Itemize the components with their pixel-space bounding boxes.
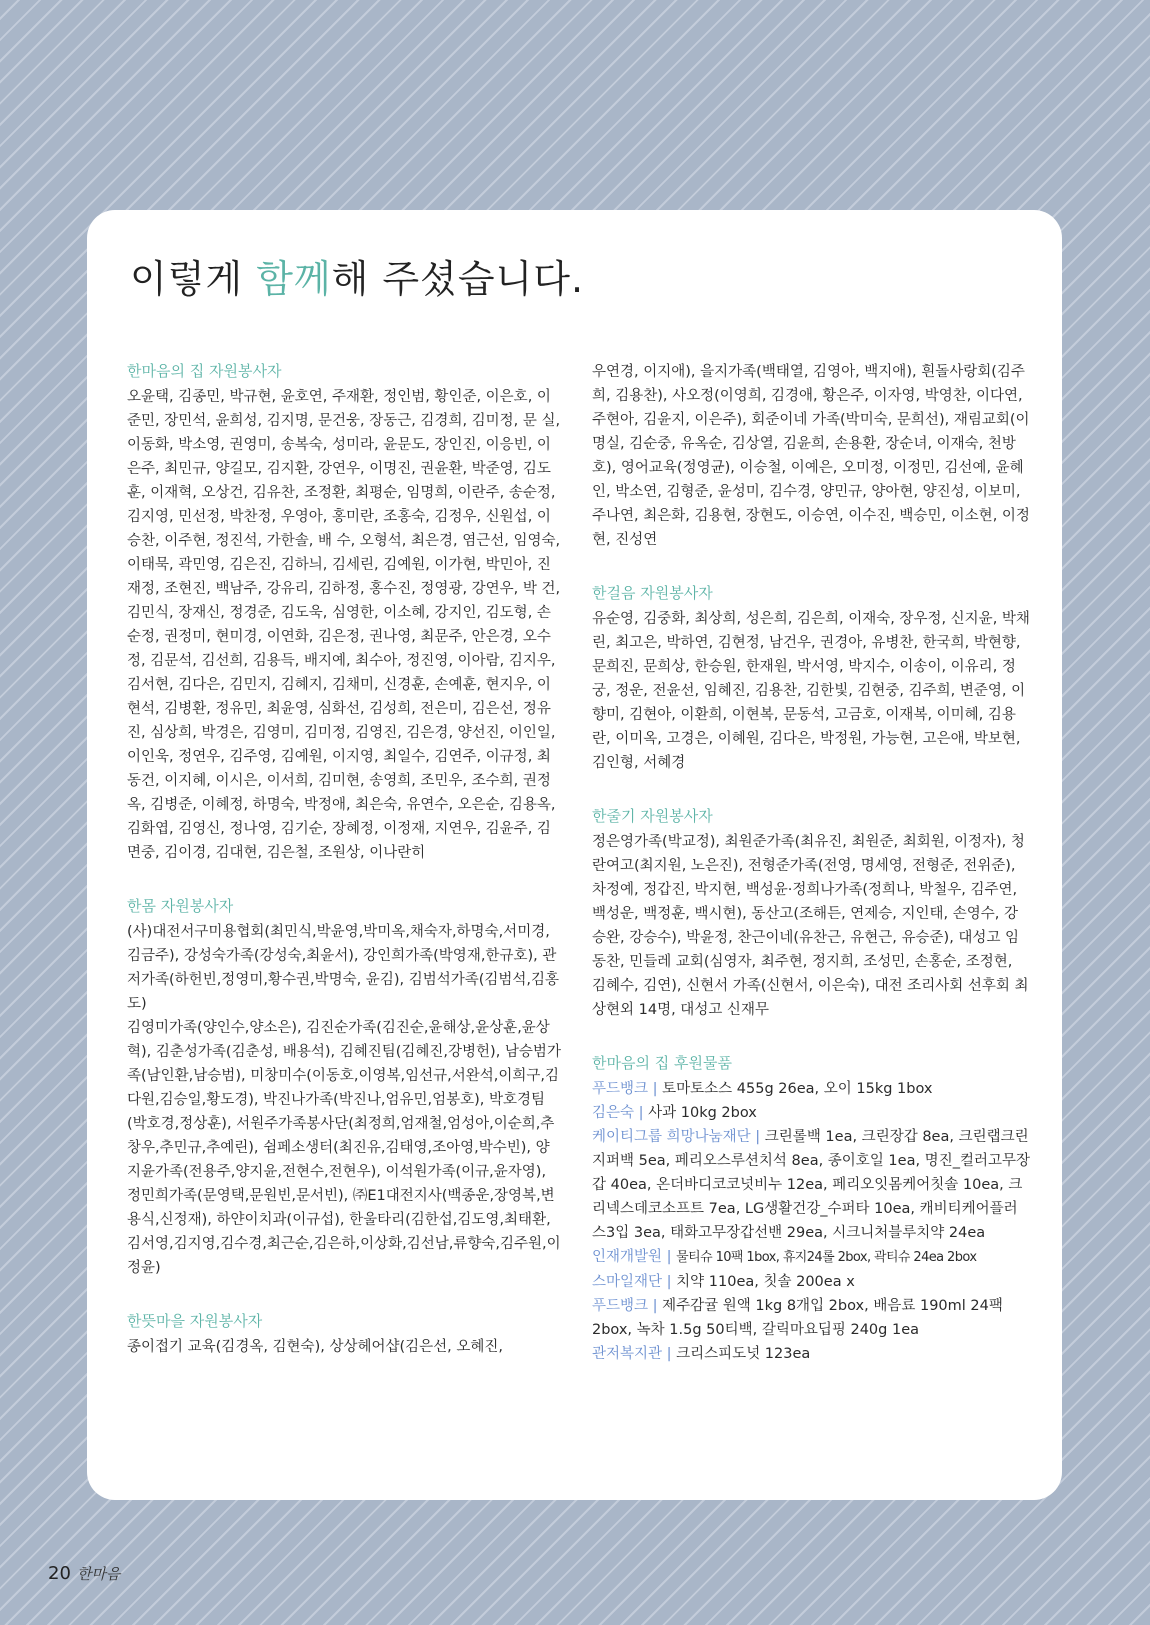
page-number: 20 [48,1563,71,1584]
title-highlight: 함께 [256,257,332,301]
donation-item [592,1077,1030,1101]
section-body-hanjulgi-volunteers: 정은영가족(박교정), 최원준가족(최유진, 최원준, 최회원, 이정자), 청란여고(최지원, 노은진), 전형준가족(전영, 명세영, 전형준, 전위준), 차정예, 정갑진, 박지현, 백성윤·정희나가족(정희나, 박철우, 김주연, 백성운, 백정훈, 백시현), 동산고(조해든, 연제승, 지인태, 손영수, 강승완, 강승수), 박윤정, 찬근이네(유찬근, 유현근, 유승준), 대성고 임동찬, 민들레 교회(심영자, 최주현, 정지희, 조성민, 손홍순, 조정현, 김혜수, 김연), 신현서 가족(신현서, 이은숙), 대전 조리사회 선후회 최상현외 14명, 대성고 신재무 [592,834,1029,1018]
section-heading-hanmom-volunteers: 한몸 자원봉사자 [127,897,234,915]
separator: | [638,1105,644,1121]
separator: | [666,1346,672,1362]
donor-name: 관저복지관 [592,1346,663,1362]
donation-item [592,1270,1030,1294]
page-title [130,248,584,303]
donation-list [592,1077,1030,1366]
donor-name: 푸드뱅크 [592,1081,649,1097]
separator: | [755,1129,761,1145]
donation-item [592,1101,1030,1125]
section-heading-hangeoreum-volunteers: 한걸음 자원봉사자 [592,584,713,602]
donation-item [592,1245,1030,1270]
magazine-logo: 한마음 [76,1565,121,1583]
separator: | [652,1081,658,1097]
section-heading-hantteut-volunteers: 한뜻마을 자원봉사자 [127,1312,263,1330]
donation-item [592,1125,1030,1245]
left-column [127,360,563,1389]
donation-item [592,1294,1030,1342]
hanmom-paragraph-2: 김영미가족(양인수,양소은), 김진순가족(김진순,윤해상,윤상훈,윤상혁), 김춘성가족(김춘성, 배용석), 김혜진팀(김혜진,강병헌), 남승범가족(남인환,남승범), 미창미수(이동호,이영복,임선규,서완석,이희구,김다원,김승일,황도경), 박진나가족(박진나,엄유민,엄봉호), 박호경팀(박호경,정상훈), 서원주가족봉사단(최정희,엄재철,엄성아,이순희,추창우,추민규,추예린), 쉼페소생터(최진유,김태영,조아영,박수빈), 양지윤가족(전용주,양지윤,전현수,전현우), 이석원가족(이규,윤자영), 정민희가족(문영택,문원빈,문서빈), ㈜E1대전지사(백종운,장영복,변용식,신정재), 하얀이치과(이규섭), 한울타리(김한섭,김도영,최태환,김서영,김지영,김수경,최근순,김은하,이상화,김선남,류향숙,김주원,이정윤) [127,1020,561,1276]
separator: | [666,1274,672,1290]
content-card [87,210,1062,1500]
donation-detail: 사과 10kg 2box [648,1105,757,1121]
right-column [592,360,1030,1366]
donation-detail: 토마토소스 455g 26ea, 오이 15kg 1box [662,1081,933,1097]
section-body-hantteut-continued: 우연경, 이지애), 을지가족(백태열, 김영아, 백지애), 흰돌사랑회(김주희, 김용찬), 사오정(이영희, 김경애, 황은주, 이자영, 박영찬, 이다연, 주현아, 김윤지, 이은주), 회준이네 가족(박미숙, 문희선), 재림교회(이명실, 김순중, 유옥순, 김상열, 김윤희, 손용환, 장순녀, 이재숙, 천방호), 영어교육(정영균), 이승철, 이예은, 오미정, 이정민, 김선예, 윤혜인, 박소연, 김형준, 윤성미, 김수경, 양민규, 양아현, 양진성, 이보미, 주나연, 최은화, 김용현, 장현도, 이승연, 이수진, 백승민, 이소현, 이정현, 진성연 [592,364,1030,548]
donor-name: 스마일재단 [592,1274,663,1290]
section-body-hanmaeum-volunteers: 오윤택, 김종민, 박규현, 윤호연, 주재환, 정인범, 황인준, 이은호, 이준민, 장민석, 윤희성, 김지명, 문건웅, 장동근, 김경희, 김미정, 문 실, 이동화, 박소영, 권영미, 송복숙, 성미라, 윤문도, 장인진, 이응빈, 이은주, 최민규, 양길모, 김지환, 강연우, 이명진, 권윤환, 박준영, 김도훈, 이재혁, 오상건, 김유찬, 조정환, 최평순, 임명희, 이란주, 송순정, 김지영, 민선정, 박찬정, 우영아, 홍미란, 조홍숙, 김정우, 신원섭, 이승찬, 이주현, 정진석, 가한솔, 배 수, 오형석, 최은경, 염근선, 임영숙, 이태묵, 곽민영, 김은진, 김하늬, 김세린, 김예원, 이가현, 박민아, 진재정, 조현진, 백남주, 강유리, 김하정, 홍수진, 정영광, 강연우, 박 건, 김민식, 장재신, 정경준, 김도욱, 심영한, 이소혜, 강지인, 김도형, 손순정, 권정미, 현미경, 이연화, 김은정, 권나영, 최문주, 안은경, 오수정, 김문석, 김선희, 김용득, 배지예, 최수아, 정진영, 이아람, 김지우, 김서현, 김다은, 김민지, 김혜지, 김채미, 신경훈, 손예훈, 현지우, 이현석, 김병환, 정유민, 최윤영, 심화선, 김성희, 전은미, 김은선, 정유진, 심상희, 박경은, 김영미, 김미정, 김영진, 김은경, 양선진, 이인일, 이인욱, 정연우, 김주영, 김예원, 이지영, 최일수, 김연주, 이규정, 최동건, 이지혜, 이시은, 이서희, 김미현, 송영희, 조민우, 조수희, 권정옥, 김병준, 이혜정, 하명숙, 박정애, 최은숙, 유연수, 오은순, 김용옥, 김화엽, 김영신, 정나영, 김기순, 장혜정, 이정재, 지연우, 김윤주, 김면중, 김이경, 김대현, 김은철, 조원상, 이나란히 [127,389,561,861]
donation-detail: 제주감귤 원액 1kg 8개입 2box, 배음료 190ml 24팩 2box, 녹차 1.5g 50티백, 갈릭마요딥핑 240g 1ea [592,1298,1003,1338]
donation-detail: 치약 110ea, 칫솔 200ea x [676,1274,855,1290]
donation-detail: 물티슈 10팩 1box, 휴지24롤 2box, 곽티슈 24ea 2box [676,1250,977,1265]
donation-detail: 크리스피도넛 123ea [676,1346,811,1362]
title-post: 해 주셨습니다. [331,257,585,301]
page-footer [48,1563,120,1584]
section-heading-hanjulgi-volunteers: 한줄기 자원봉사자 [592,807,713,825]
separator: | [652,1298,658,1314]
title-pre: 이렇게 [130,257,257,301]
section-body-hangeoreum-volunteers: 유순영, 김중화, 최상희, 성은희, 김은희, 이재숙, 장우정, 신지윤, 박채린, 최고은, 박하연, 김현정, 남건우, 권경아, 유병찬, 한국희, 박현향, 문희진, 문희상, 한승원, 한재원, 박서영, 박지수, 이송이, 이유리, 정궁, 정운, 전윤선, 임혜진, 김용찬, 김한빛, 김현중, 김주희, 변준영, 이향미, 김현아, 이환희, 이현복, 문동석, 고금호, 이재복, 이미혜, 김용란, 이미옥, 고경은, 이혜원, 김다은, 박정원, 가능현, 고은애, 박보현, 김인형, 서혜경 [592,611,1030,771]
donor-name: 인재개발원 [592,1249,663,1265]
section-heading-donations: 한마음의 집 후원물품 [592,1054,732,1072]
donor-name: 김은숙 [592,1105,635,1121]
donation-detail: 크린롤백 1ea, 크린장갑 8ea, 크린랩크린지퍼백 5ea, 페리오스루션치석 8ea, 종이호일 1ea, 명진_컬러고무장갑 40ea, 온더바디코코넛비누 12ea, 페리오잇몸케어칫솔 10ea, 크리넥스데코소프트 7ea, LG생활건강_수퍼타 10ea, 캐비티케어플러스3입 3ea, 태화고무장갑선밴 29ea, 시크니처블루치약 24ea [592,1129,1030,1241]
section-body-hanmom-volunteers [127,920,563,1280]
donor-name: 푸드뱅크 [592,1298,649,1314]
section-heading-hanmaeum-volunteers: 한마음의 집 자원봉사자 [127,362,282,380]
donation-item [592,1342,1030,1366]
section-body-hantteut-volunteers: 종이접기 교육(김경옥, 김현숙), 상상헤어샵(김은선, 오혜진, [127,1339,504,1355]
hanmom-paragraph-1: (사)대전서구미용협회(최민식,박윤영,박미옥,채숙자,하명숙,서미경,김금주), 강성숙가족(강성숙,최윤서), 강인희가족(박영재,한규호), 관저가족(하헌빈,정영미,황수권,박명숙, 윤김), 김범석가족(김범석,김홍도) [127,924,560,1012]
separator: | [666,1249,672,1265]
donor-name: 케이티그룹 희망나눔재단 [592,1129,751,1145]
